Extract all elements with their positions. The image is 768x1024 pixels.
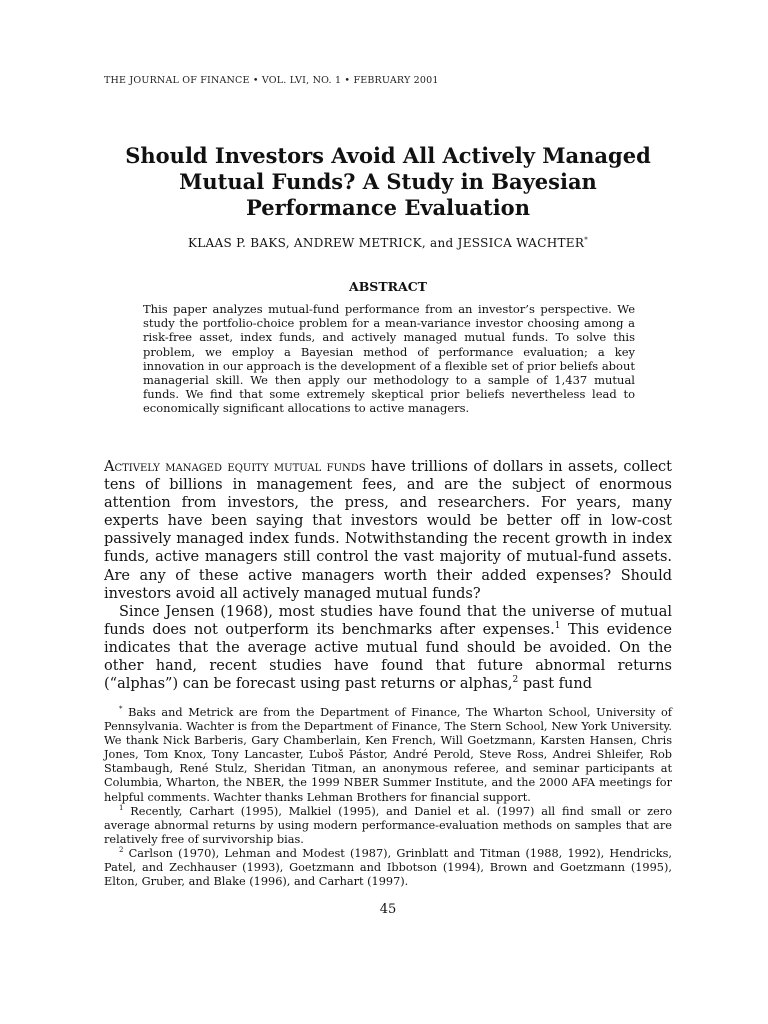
footnote-1 (104, 805, 672, 847)
abstract-text: This paper analyzes mutual-fund performance from an investor’s perspective. We study the portfolio-choice problem for a mean-variance investor choosing among a risk-free asset, index funds, and actively managed mutual funds. To solve this problem, we employ a Bayesian method of performance evaluation; a key innovation in our approach is the development of a flexible set of prior beliefs about managerial skill. We then apply our methodology to a sample of 1,437 mutual funds. We find that some extremely skeptical prior beliefs nevertheless lead to economically significant allocations to active managers. (143, 302, 635, 416)
footnote-text: Baks and Metrick are from the Department of Finance, The Wharton School, University of Pennsylvania. Wachter is from the Department of Finance, The Stern School, New York University. We thank Nick Barberis, Gary Chamberlain, Ken French, Will Goetzmann, Karsten Hansen, Chris Jones, Tom Knox, Tony Lancaster, Ľuboš Pástor, André Perold, Steve Ross, Andrei Shleifer, Rob Stambaugh, René Stulz, Sheridan Titman, an anonymous referee, and seminar participants at Columbia, Wharton, the NBER, the 1999 NBER Summer Institute, and the 2000 AFA meetings for helpful comments. Wachter thanks Lehman Brothers for financial support. (104, 706, 672, 804)
footnote-author-note (104, 706, 672, 805)
author-footnote-mark: * (584, 236, 589, 244)
footnote-mark: 1 (119, 803, 124, 812)
title-line: Should Investors Avoid All Actively Managed (125, 143, 651, 168)
main-body (104, 458, 672, 693)
paper-title (100, 143, 676, 221)
footnote-text: Recently, Carhart (1995), Malkiel (1995), and Daniel et al. (1997) all find small or zero average abnormal returns by using modern performance-evaluation methods on samples that are relatively free of survivorship bias. (104, 804, 672, 846)
paragraph-text: have trillions of dollars in assets, collect tens of billions in management fees, and are the subject of enormous attention from investors, the press, and researchers. For years, many experts have been saying that investors would be better off in low-cost passively managed index funds. Notwithstanding the recent growth in index funds, active managers still control the vast majority of mutual-fund assets. Are any of these active managers worth their added expenses? Should investors avoid all actively managed mutual funds? (104, 459, 672, 602)
running-head: THE JOURNAL OF FINANCE • VOL. LVI, NO. 1 • FEBRUARY 2001 (104, 75, 439, 86)
title-line: Mutual Funds? A Study in Bayesian (179, 169, 597, 194)
title-line: Performance Evaluation (246, 195, 530, 220)
author-list (104, 236, 672, 250)
paragraph-text: This evidence indicates that the average active mutual fund should be avoided. On the other hand, recent studies have found that future abnormal returns (“alphas”) can be forecast using past returns or alphas, (104, 621, 672, 693)
author-names: KLAAS P. BAKS, ANDREW METRICK, and JESSICA WACHTER (187, 236, 585, 250)
footnote-mark: * (119, 705, 123, 714)
footnote-ref: 2 (512, 675, 519, 686)
page-number: 45 (379, 902, 397, 917)
footnote-mark: 2 (119, 846, 124, 855)
paragraph-lead-in: Actively managed equity mutual funds (104, 459, 366, 475)
paragraph-text: past fund (518, 676, 592, 693)
footnote-text: Carlson (1970), Lehman and Modest (1987), Grinblatt and Titman (1988, 1992), Hendricks, Patel, and Zechhauser (1993), Goetzmann and Ibbotson (1994), Brown and Goetzmann (1995), Elton, Gruber, and Blake (1996), and Carhart (1997). (104, 846, 672, 889)
footnote-2 (104, 847, 672, 889)
footnote-ref: 1 (554, 621, 561, 632)
paragraph-text: Since Jensen (1968), most studies have found that the universe of mutual funds does not outperform its benchmarks after expenses. (104, 603, 672, 638)
footnotes (104, 706, 672, 889)
abstract-heading: ABSTRACT (349, 279, 427, 294)
paragraph (104, 458, 672, 603)
paragraph (104, 603, 672, 693)
